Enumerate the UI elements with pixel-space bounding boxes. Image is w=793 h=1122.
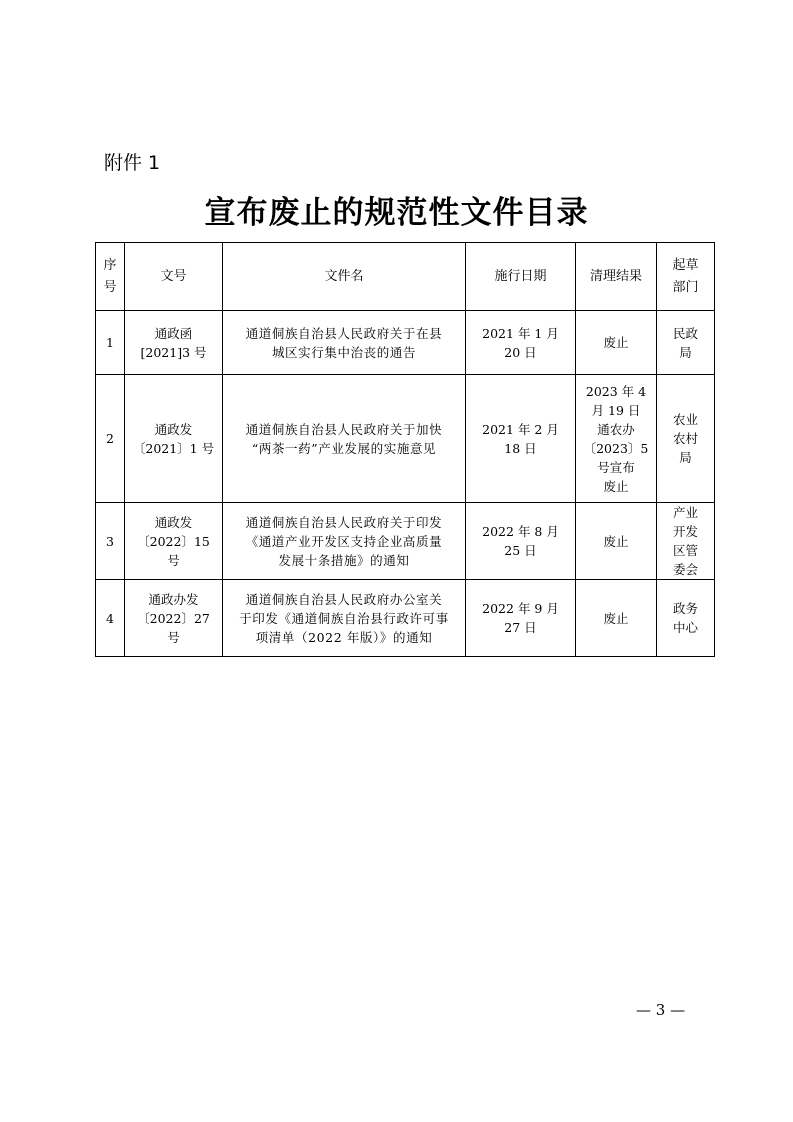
cell-dept: 政务 中心 [657,580,715,657]
cell-doc-no: 通政发 〔2021〕1 号 [125,375,223,503]
header-date: 施行日期 [466,243,576,311]
cell-doc-no: 通政发 〔2022〕15 号 [125,503,223,580]
header-seq: 序 号 [96,243,125,311]
cell-seq: 3 [96,503,125,580]
cell-name: 通道侗族自治县人民政府办公室关 于印发《通道侗族自治县行政许可事 项清单（2022 年版）》的通知 [223,580,466,657]
document-catalog-table [95,242,715,657]
cell-name: 通道侗族自治县人民政府关于加快 “两茶一药”产业发展的实施意见 [223,375,466,503]
page-title: 宣布废止的规范性文件目录 [204,195,589,231]
header-result: 清理结果 [576,243,657,311]
cell-result: 废止 [576,580,657,657]
cell-date: 2022 年 8 月 25 日 [466,503,576,580]
header-doc-no: 文号 [125,243,223,311]
cell-result: 2023 年 4 月 19 日 通农办 〔2023〕5 号宣布 废止 [576,375,657,503]
table-row [96,311,715,375]
cell-seq: 2 [96,375,125,503]
header-dept: 起草 部门 [657,243,715,311]
table-row [96,375,715,503]
cell-name: 通道侗族自治县人民政府关于印发 《通道产业开发区支持企业高质量 发展十条措施》的通知 [223,503,466,580]
table-header-row [96,243,715,311]
cell-doc-no: 通政办发 〔2022〕27 号 [125,580,223,657]
cell-dept: 民政 局 [657,311,715,375]
cell-doc-no: 通政函 [2021]3 号 [125,311,223,375]
cell-date: 2022 年 9 月 27 日 [466,580,576,657]
table-row [96,503,715,580]
cell-date: 2021 年 1 月 20 日 [466,311,576,375]
cell-seq: 4 [96,580,125,657]
cell-dept: 产业 开发 区管 委会 [657,503,715,580]
page-number: — 3 — [636,1001,686,1019]
cell-name: 通道侗族自治县人民政府关于在县 城区实行集中治丧的通告 [223,311,466,375]
cell-seq: 1 [96,311,125,375]
cell-result: 废止 [576,503,657,580]
cell-result: 废止 [576,311,657,375]
header-name: 文件名 [223,243,466,311]
cell-dept: 农业 农村 局 [657,375,715,503]
cell-date: 2021 年 2 月 18 日 [466,375,576,503]
attachment-label: 附件 1 [104,152,161,174]
table-row [96,580,715,657]
